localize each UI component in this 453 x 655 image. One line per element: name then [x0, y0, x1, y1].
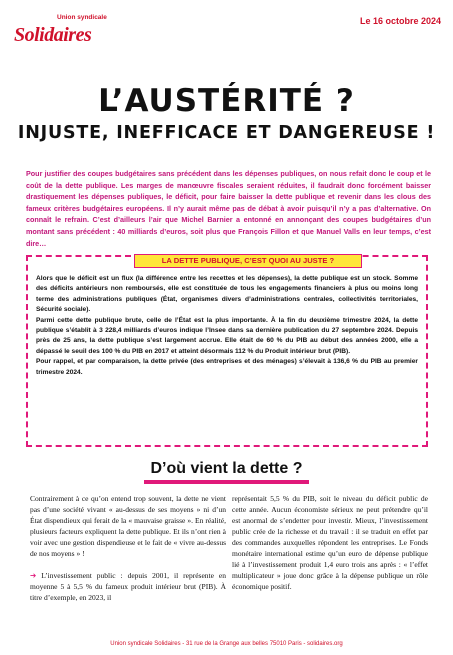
- subtitle: INJUSTE, INEFFICACE ET DANGEREUSE !: [17, 123, 436, 143]
- section-title: [0, 460, 453, 484]
- main-title: L’AUSTÉRITÉ ?: [98, 83, 355, 119]
- right-paragraph-1: représentait 5,5 % du PIB, soit le niveau du déficit public de cette année. Aucun économiste sérieux ne peut prétendre qu’il est anormal de s’endetter pour investir. Mieux, l’investissement public crée de la richesse et du travail : il se traduit en effet par des commandes auxquelles répondent les entreprises. Le Fonds monétaire international estime qu’un euro de dépense publique lié à l’investissement produit 1,4 euro trois ans après : « l’effet multiplicateur » joue donc grâce à la dépense publique un rôle économique positif.: [232, 494, 428, 591]
- left-paragraph-2: [30, 570, 226, 603]
- section-title-text: D’où vient la dette ?: [144, 460, 308, 484]
- solidaires-logo: [10, 12, 130, 46]
- left-paragraph-2-text: L’investissement public : depuis 2001, il représente en moyenne 5 à 5,5 % du fameux produit intérieur brut (PIB). À titre d’exemple, en 2023, il: [30, 571, 226, 602]
- left-paragraph-1: Contrairement à ce qu’on entend trop souvent, la dette ne vient pas d’une société vivant « au-dessus de ses moyens » ni d’un État dispendieux qui ferait de la « mauvaise graisse ». En réalité, plusieurs facteurs expliquent la dette publique. Et ils n’ont rien à voir avec une gestion dispendieuse et le fait de « vivre au-dessus de nos moyens » !: [30, 494, 226, 558]
- logo-big-text: Solidaires: [14, 24, 92, 46]
- box-body: [36, 274, 418, 378]
- right-column: [232, 493, 428, 603]
- debt-definition-box: [26, 255, 428, 447]
- left-column: [30, 493, 226, 614]
- box-paragraph-2: Parmi cette dette publique brute, celle de l’État est la plus importante. À la fin du deuxième trimestre 2024, la dette publique s’établit à 3 228,4 milliards d’euros indique l’Insee dans sa dernière publication du 27 septembre 2024. Depuis près de 25 ans, la dette publique s’est largement accrue. Elle était de 60 % du PIB au début des années 2000, elle a dépassé le seuil des 100 % du PIB en 2017 et atteint désormais 112 % du Produit intérieur brut (PIB).: [36, 316, 418, 355]
- logo-small-text: Union syndicale: [57, 14, 107, 21]
- footer: Union syndicale Solidaires - 31 rue de la Grange aux belles 75010 Paris - solidaires.org: [110, 641, 343, 647]
- box-paragraph-1: Alors que le déficit est un flux (la différence entre les recettes et les dépenses), la dette publique est un stock. Somme des déficits antérieurs non remboursés, elle est constituée de tous les engagements financiers à plus ou moins long terme des administrations publiques (État, organismes divers d’administrations centrales, collectivités territoriales, Sécurité sociale).: [36, 275, 418, 314]
- intro-paragraph: Pour justifier des coupes budgétaires sans précédent dans les dépenses publiques, on nous refait donc le coup et le coût de la dette publique. Les marges de manœuvre fiscales seraient réduites, il faudrait donc forcément baisser drastiquement les dépenses publiques, le déficit, pour faire baisser la dette publique et revenir dans les clous des fameux critères budgétaires européens. Il n’y aurait même pas de débat à avoir puisqu’il n’y a pas d’alternative. On connaît le refrain. C’est d’ailleurs l’air que Michel Barnier a entonné en annonçant des coupes budgétaires d’un montant sans précédent : 40 milliards d’euros, soit plus que François Fillon et que Manuel Valls en leur temps, c’est dire…: [26, 169, 431, 248]
- arrow-right-icon: ➔: [30, 571, 37, 580]
- box-paragraph-3: Pour rappel, et par comparaison, la dette privée (des entreprises et des ménages) s’élevait à 136,6 % du PIB au premier trimestre 2024.: [36, 358, 418, 376]
- box-title: LA DETTE PUBLIQUE, C’EST QUOI AU JUSTE ?: [134, 254, 362, 268]
- publication-date: Le 16 octobre 2024: [359, 16, 441, 26]
